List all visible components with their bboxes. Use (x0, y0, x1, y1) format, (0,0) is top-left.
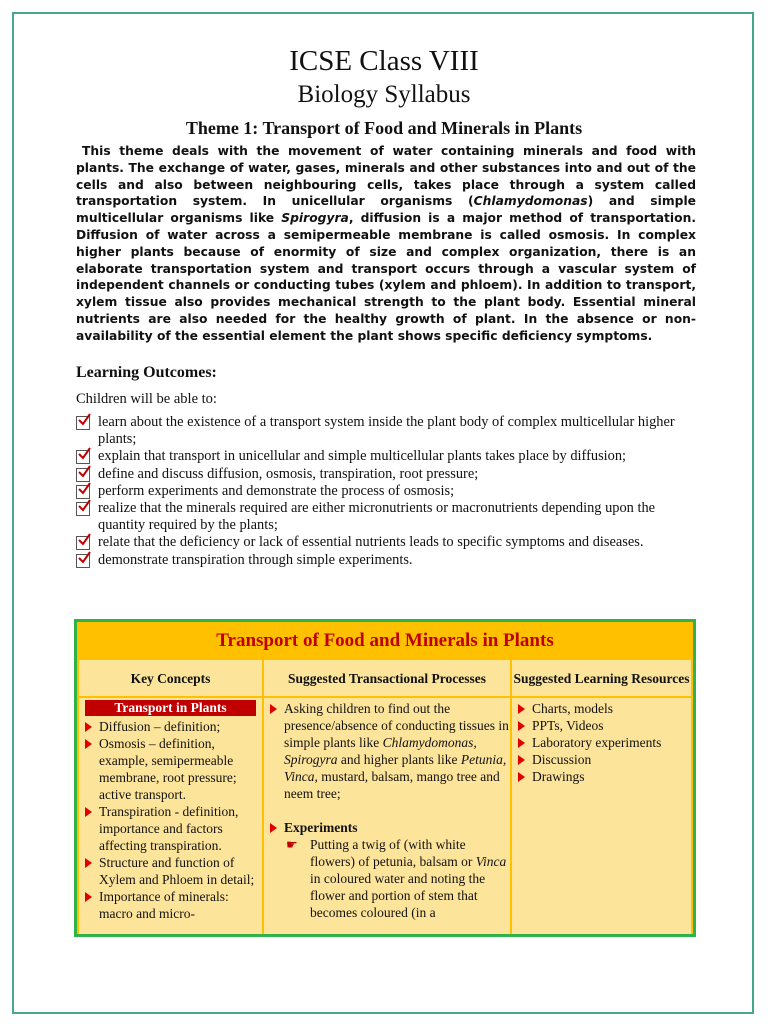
key-concepts-list (79, 718, 262, 922)
outcome-text: perform experiments and demonstrate the process of osmosis; (98, 482, 455, 499)
list-item (79, 803, 262, 854)
syllabus-table (74, 619, 696, 937)
experiment-text-a: Putting a twig of (with white flowers) of petunia, balsam or (310, 837, 476, 869)
intro-em-1: Chlamydomonas (473, 194, 588, 209)
list-item (512, 751, 691, 768)
list-item (512, 700, 691, 717)
process-em-1: Chlamydomonas, Spirogyra (284, 735, 477, 767)
process-text-a: Asking children to find out the presence/absence of conducting tissues in simple plants like (284, 701, 509, 750)
processes-column (264, 698, 510, 934)
experiment-text-b: in coloured water and noting the flower and portion of stem that becomes coloured (in a (310, 871, 486, 920)
resource-text: Discussion (532, 752, 592, 767)
triangle-bullet-icon (85, 858, 92, 868)
intro-text-2: ) and simple multicellular organisms like (76, 194, 696, 226)
checkbox-icon (76, 450, 90, 464)
triangle-bullet-icon (270, 704, 277, 714)
checkbox-icon (76, 554, 90, 568)
resources-list (512, 700, 691, 785)
header-transactional-processes: Suggested Transactional Processes (264, 660, 510, 696)
resources-column (512, 698, 691, 934)
learning-outcomes-list (76, 414, 696, 569)
checkbox-icon (76, 468, 90, 482)
intro-em-2: Spirogyra (281, 211, 349, 226)
triangle-bullet-icon (518, 704, 525, 714)
experiment-item (264, 836, 510, 921)
outcome-text: demonstrate transpiration through simple experiments. (98, 551, 413, 568)
theme-heading: Theme 1: Transport of Food and Minerals in Plants (185, 118, 583, 138)
key-concepts-column (79, 698, 262, 934)
list-item (76, 448, 696, 465)
concept-text: Importance of minerals: macro and micro- (99, 889, 229, 921)
header-key-concepts: Key Concepts (79, 660, 262, 696)
page-title: ICSE Class VIII (289, 45, 479, 77)
list-item (76, 534, 696, 551)
triangle-bullet-icon (518, 772, 525, 782)
list-item (512, 717, 691, 734)
resource-text: PPTs, Videos (532, 718, 604, 733)
list-item (79, 735, 262, 803)
page-subtitle: Biology Syllabus (297, 81, 471, 108)
list-item (79, 888, 262, 922)
experiments-label: Experiments (284, 820, 358, 835)
checkbox-icon (76, 502, 90, 516)
triangle-bullet-icon (518, 738, 525, 748)
outcome-text: explain that transport in unicellular and simple multicellular plants takes place by diffusion; (98, 448, 627, 465)
concept-text: Diffusion – definition; (99, 719, 221, 734)
concept-text: Structure and function of Xylem and Phloem in detail; (99, 855, 255, 887)
intro-paragraph (76, 143, 696, 345)
triangle-bullet-icon (85, 722, 92, 732)
process-text-c: , mustard, balsam, mango tree and neem tree; (284, 769, 500, 801)
experiment-em: Vinca (475, 854, 507, 869)
triangle-bullet-icon (518, 721, 525, 731)
process-text-b: and higher plants like (337, 752, 461, 767)
outcome-text: learn about the existence of a transport system inside the plant body of complex multicellular higher plants; (98, 414, 675, 448)
outcome-text: relate that the deficiency or lack of essential nutrients leads to specific symptoms and diseases. (98, 534, 644, 551)
list-item (76, 552, 696, 569)
concept-text: Transpiration - definition, importance and factors affecting transpiration. (99, 804, 239, 853)
table-title: Transport of Food and Minerals in Plants (216, 630, 554, 651)
list-item (79, 718, 262, 735)
process-em-2: Petunia, Vinca (284, 752, 507, 784)
pointing-hand-icon: ☛ (286, 837, 298, 852)
list-item (512, 734, 691, 751)
outcome-text: realize that the minerals required are either micronutrients or macronutrients depending upon the quantity required by the plants; (98, 500, 656, 534)
resource-text: Charts, models (532, 701, 613, 716)
list-item (512, 768, 691, 785)
list-item (76, 500, 696, 534)
header-learning-resources: Suggested Learning Resources (512, 660, 691, 696)
process-item (264, 700, 510, 802)
triangle-bullet-icon (270, 823, 277, 833)
list-item (76, 466, 696, 483)
list-item (76, 414, 696, 448)
outcome-text: define and discuss diffusion, osmosis, transpiration, root pressure; (98, 465, 479, 482)
triangle-bullet-icon (518, 755, 525, 765)
triangle-bullet-icon (85, 739, 92, 749)
intro-text-1: This theme deals with the movement of water containing minerals and food with plants. The exchange of water, gases, minerals and other substances into and out of the cells and also between neighbouring cells, takes place through a system called transportation system. In unicellular organisms ( (76, 144, 696, 209)
checkbox-icon (76, 485, 90, 499)
intro-text-3: , diffusion is a major method of transportation. Diffusion of water across a semipermeable membrane is called osmosis. In complex higher plants because of enormity of size and complex organization, there is an elaborate transportation system and transport occurs through a vascular system of independent channels or conducting tubes (xylem and phloem). In addition to transport, xylem tissue also provides mechanical strength to the plant body. Essential mineral nutrients are also needed for the healthy growth of plant. In the absence or non-availability of the essential element the plant shows specific deficiency symptoms. (76, 211, 697, 343)
checkbox-icon (76, 416, 90, 430)
checkbox-icon (76, 536, 90, 550)
learning-outcomes-lead: Children will be able to: (76, 391, 217, 407)
resource-text: Laboratory experiments (532, 735, 662, 750)
transport-badge: Transport in Plants (85, 700, 256, 716)
learning-outcomes-heading: Learning Outcomes: (76, 364, 217, 381)
triangle-bullet-icon (85, 892, 92, 902)
list-item (76, 483, 696, 500)
resource-text: Drawings (532, 769, 585, 784)
list-item (79, 854, 262, 888)
experiments-heading (264, 819, 510, 836)
triangle-bullet-icon (85, 807, 92, 817)
concept-text: Osmosis – definition, example, semipermeable membrane, root pressure; active transport. (99, 736, 237, 802)
